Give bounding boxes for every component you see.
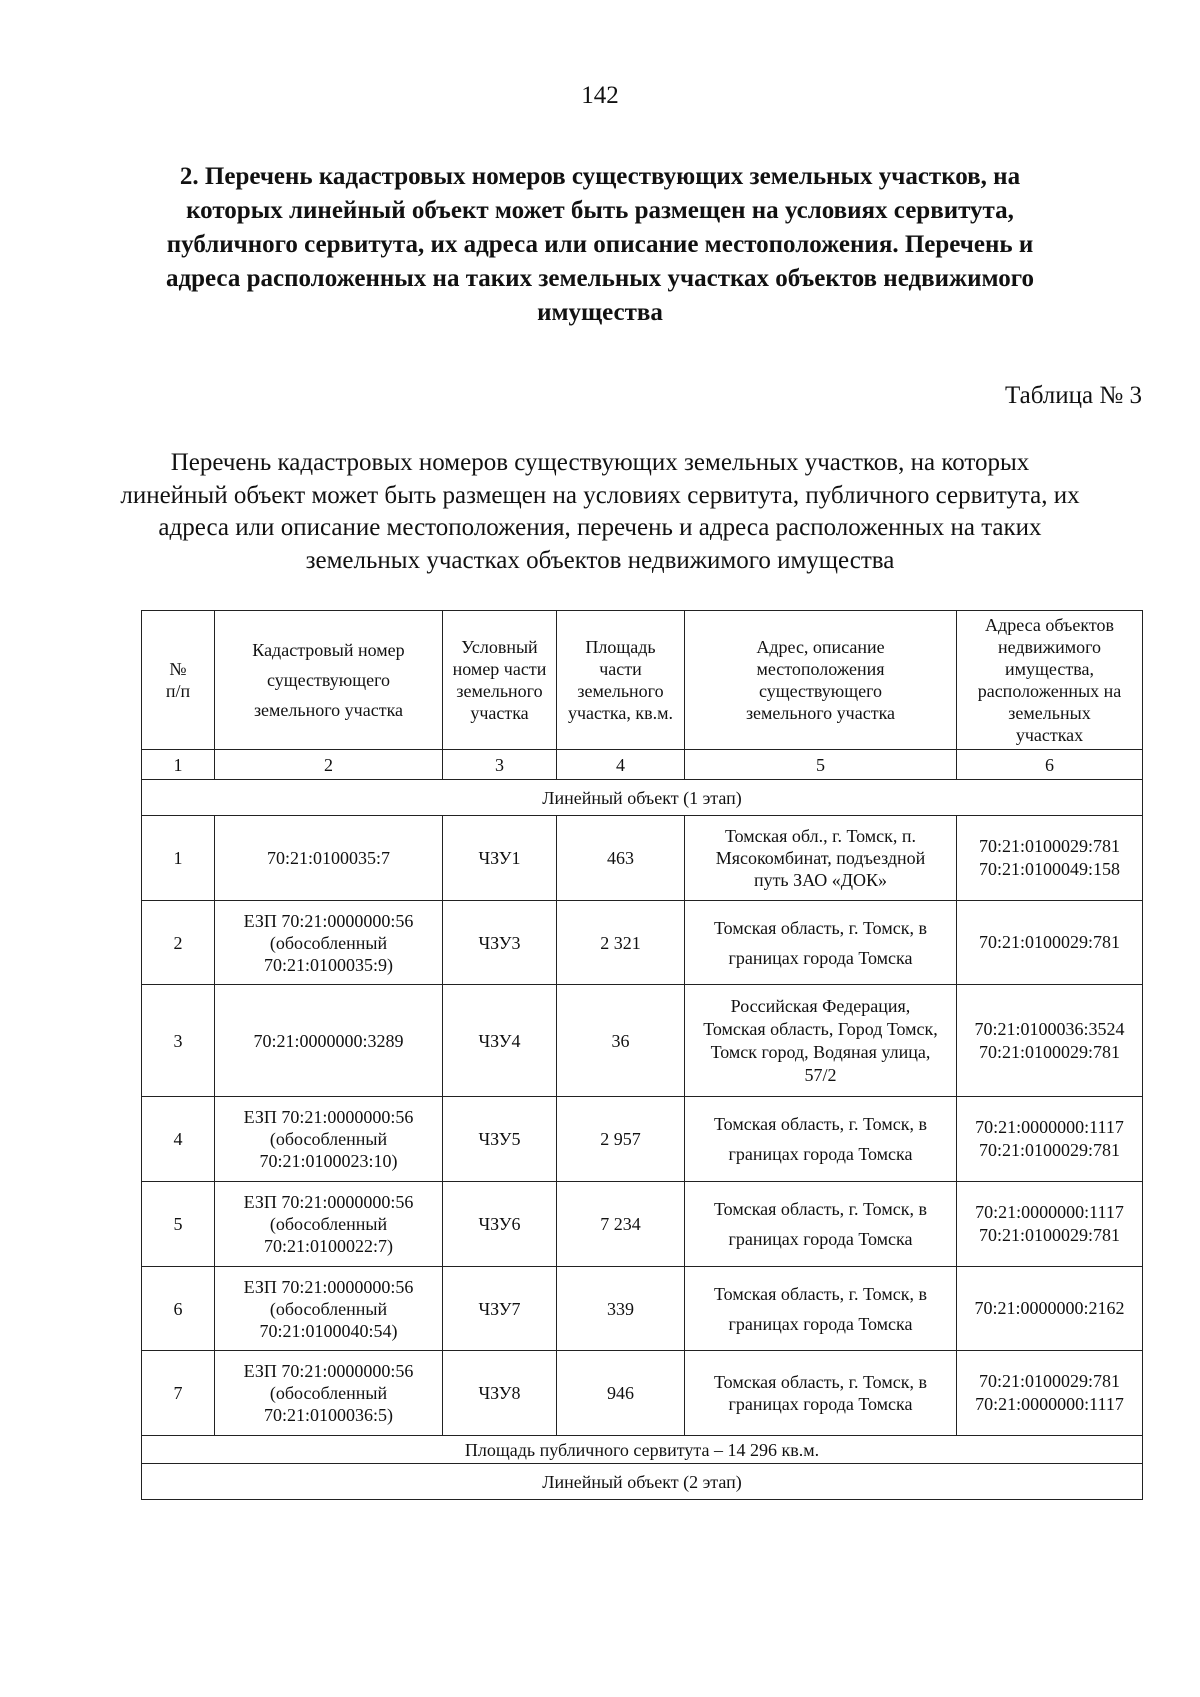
cadastral-number [215, 901, 443, 985]
cell-line: (обособленный [269, 1214, 388, 1234]
cell-line: 70:21:0000000:1117 [975, 1117, 1124, 1137]
address-description [685, 985, 957, 1097]
cell-line: Томская область, г. Томск, в [714, 917, 927, 938]
cell-line: границах города Томска [728, 1229, 913, 1249]
cell-line: 70:21:0100029:781 [978, 1225, 1120, 1245]
cell-line: существующего [266, 670, 391, 690]
cell-line: участка [470, 703, 529, 723]
cell-line: ЕЗП 70:21:0000000:56 [243, 910, 414, 931]
row-number: 7 [142, 1351, 215, 1436]
cadastral-number [215, 1097, 443, 1182]
cell-line: границах города Томска [728, 1144, 913, 1164]
address-description [685, 1097, 957, 1182]
cell-line: 70:21:0100029:781 [978, 1140, 1120, 1160]
part-area: 946 [557, 1351, 685, 1436]
cell-line: Томская область, Город Томск, [703, 1018, 938, 1039]
part-number: ЧЗУ6 [443, 1182, 557, 1267]
table-row [142, 1267, 1143, 1351]
column-number: 6 [957, 750, 1143, 780]
cell-line: ЕЗП 70:21:0000000:56 [243, 1107, 414, 1127]
cell-line: Мясокомбинат, подъездной [715, 848, 926, 868]
cell-line: имущества, [1005, 659, 1094, 679]
cell-line: 70:21:0000000:2162 [974, 1298, 1125, 1318]
cell-line: Томская область, г. Томск, в [714, 1199, 927, 1219]
cell-line: Площадь [585, 637, 656, 657]
section-title: Линейный объект (2 этап) [142, 1464, 1143, 1500]
cell-line: существующего [758, 681, 883, 701]
cell-line: расположенных на [977, 681, 1122, 701]
section-row [142, 1464, 1143, 1500]
object-addresses [957, 985, 1143, 1097]
row-number: 2 [142, 901, 215, 985]
cell-line: (обособленный [269, 1129, 388, 1149]
cell-line: (обособленный [269, 1383, 388, 1403]
table-caption: Перечень кадастровых номеров существующих земельных участков, на которых линейный объект может быть размещен на условиях сервитута, публичного сервитута, их адреса или описание местоположения, перечень и адреса расположенных на таких земельных участках объектов недвижимого имущества [120, 449, 1080, 574]
cell-line: земельного участка [745, 703, 896, 723]
header-objects [957, 611, 1143, 750]
cell-line: (обособленный [269, 932, 388, 953]
servitude-area: Площадь публичного сервитута – 14 296 кв.м. [142, 1436, 1143, 1464]
section-title: Линейный объект (1 этап) [142, 780, 1143, 816]
cell-line: участка, кв.м. [568, 703, 673, 723]
table-row [142, 816, 1143, 901]
cell-line: п/п [165, 681, 191, 701]
cell-line: Томская область, г. Томск, в [714, 1372, 927, 1392]
header-num [142, 611, 215, 750]
table-row [142, 1351, 1143, 1436]
cell-line: 70:21:0100049:158 [978, 859, 1120, 879]
cell-line: границах города Томска [728, 947, 913, 968]
cell-line: Томская обл., г. Томск, п. [724, 826, 917, 846]
cell-line: ЕЗП 70:21:0000000:56 [243, 1276, 414, 1297]
part-number: ЧЗУ3 [443, 901, 557, 985]
part-area: 7 234 [557, 1182, 685, 1267]
cell-line: № [169, 659, 187, 679]
section-heading: 2. Перечень кадастровых номеров существующих земельных участков, на которых линейный объект может быть размещен на условиях сервитута, публичного сервитута, их адреса или описание местоположения. Перечень и адреса расположенных на таких земельных участках объектов недвижимого имущества [165, 163, 1034, 326]
row-number: 6 [142, 1267, 215, 1351]
header-part [443, 611, 557, 750]
cell-line: 70:21:0100029:781 [978, 836, 1120, 856]
cell-line: 70:21:0100029:781 [978, 932, 1120, 952]
cadastral-number [215, 1182, 443, 1267]
cell-line: Томская область, г. Томск, в [714, 1114, 927, 1134]
cell-line: земельного [577, 681, 664, 701]
cadastral-number [215, 1351, 443, 1436]
table-label: Таблица № 3 [1004, 382, 1142, 409]
header-area [557, 611, 685, 750]
cell-line: участках [1015, 725, 1084, 745]
column-number: 3 [443, 750, 557, 780]
address-description [685, 1182, 957, 1267]
address-description [685, 816, 957, 901]
cell-line: Томская область, г. Томск, в [714, 1283, 927, 1304]
cell-line: 70:21:0000000:3289 [253, 1030, 404, 1051]
part-area: 339 [557, 1267, 685, 1351]
cell-line: недвижимого [997, 637, 1102, 657]
part-area: 36 [557, 985, 685, 1097]
header-cadastral [215, 611, 443, 750]
cell-line: местоположения [756, 659, 885, 679]
column-number: 2 [215, 750, 443, 780]
cell-line: путь ЗАО «ДОК» [753, 870, 888, 890]
cell-line: земельного [456, 681, 543, 701]
object-addresses [957, 1097, 1143, 1182]
cell-line: (обособленный [269, 1298, 388, 1319]
cell-line: Российская Федерация, [730, 995, 911, 1016]
servitude-area-row [142, 1436, 1143, 1464]
cell-line: 70:21:0100029:781 [978, 1041, 1120, 1062]
cell-line: 57/2 [804, 1064, 837, 1085]
cell-line: 70:21:0000000:1117 [975, 1394, 1124, 1414]
cell-line: границах города Томска [728, 1394, 913, 1414]
table-row [142, 901, 1143, 985]
part-number: ЧЗУ1 [443, 816, 557, 901]
address-description [685, 1351, 957, 1436]
object-addresses [957, 1182, 1143, 1267]
row-number: 4 [142, 1097, 215, 1182]
cadastral-number [215, 816, 443, 901]
row-number: 5 [142, 1182, 215, 1267]
row-number: 3 [142, 985, 215, 1097]
cell-line: земельного участка [253, 700, 404, 720]
address-description [685, 1267, 957, 1351]
page-number: 142 [581, 82, 619, 109]
column-number: 4 [557, 750, 685, 780]
section-row [142, 780, 1143, 816]
cadastral-number [215, 985, 443, 1097]
cell-line: 70:21:0100036:3524 [974, 1018, 1125, 1039]
column-number: 1 [142, 750, 215, 780]
cadastral-number [215, 1267, 443, 1351]
cell-line: 70:21:0100040:54) [259, 1320, 398, 1341]
cell-line: 70:21:0100035:7 [266, 848, 390, 868]
cell-line: части [599, 659, 642, 679]
part-area: 2 321 [557, 901, 685, 985]
cadastral-table [141, 610, 1143, 1500]
table-row [142, 985, 1143, 1097]
part-number: ЧЗУ8 [443, 1351, 557, 1436]
cell-line: земельных [1008, 703, 1091, 723]
cell-line: 70:21:0100035:9) [264, 954, 393, 975]
header-row [142, 611, 1143, 750]
table-row [142, 1097, 1143, 1182]
column-number-row [142, 750, 1143, 780]
cell-line: Условный [461, 637, 538, 657]
cell-line: 70:21:0000000:1117 [975, 1202, 1124, 1222]
cell-line: 70:21:0100022:7) [264, 1236, 393, 1256]
table-row [142, 1182, 1143, 1267]
cell-line: номер части [452, 659, 547, 679]
cell-line: Адреса объектов [985, 615, 1114, 635]
column-number: 5 [685, 750, 957, 780]
cell-line: ЕЗП 70:21:0000000:56 [243, 1361, 414, 1381]
row-number: 1 [142, 816, 215, 901]
cell-line: 70:21:0100029:781 [978, 1371, 1120, 1391]
cell-line: Адрес, описание [756, 637, 885, 657]
object-addresses [957, 816, 1143, 901]
address-description [685, 901, 957, 985]
object-addresses [957, 1351, 1143, 1436]
header-address [685, 611, 957, 750]
cell-line: Томск город, Водяная улица, [710, 1041, 931, 1062]
cell-line: 70:21:0100036:5) [264, 1405, 393, 1425]
part-number: ЧЗУ7 [443, 1267, 557, 1351]
part-area: 2 957 [557, 1097, 685, 1182]
cell-line: Кадастровый номер [252, 640, 405, 660]
part-number: ЧЗУ5 [443, 1097, 557, 1182]
cell-line: границах города Томска [728, 1313, 913, 1334]
part-area: 463 [557, 816, 685, 901]
cell-line: ЕЗП 70:21:0000000:56 [243, 1192, 414, 1212]
part-number: ЧЗУ4 [443, 985, 557, 1097]
cell-line: 70:21:0100023:10) [259, 1151, 398, 1171]
object-addresses [957, 1267, 1143, 1351]
object-addresses [957, 901, 1143, 985]
